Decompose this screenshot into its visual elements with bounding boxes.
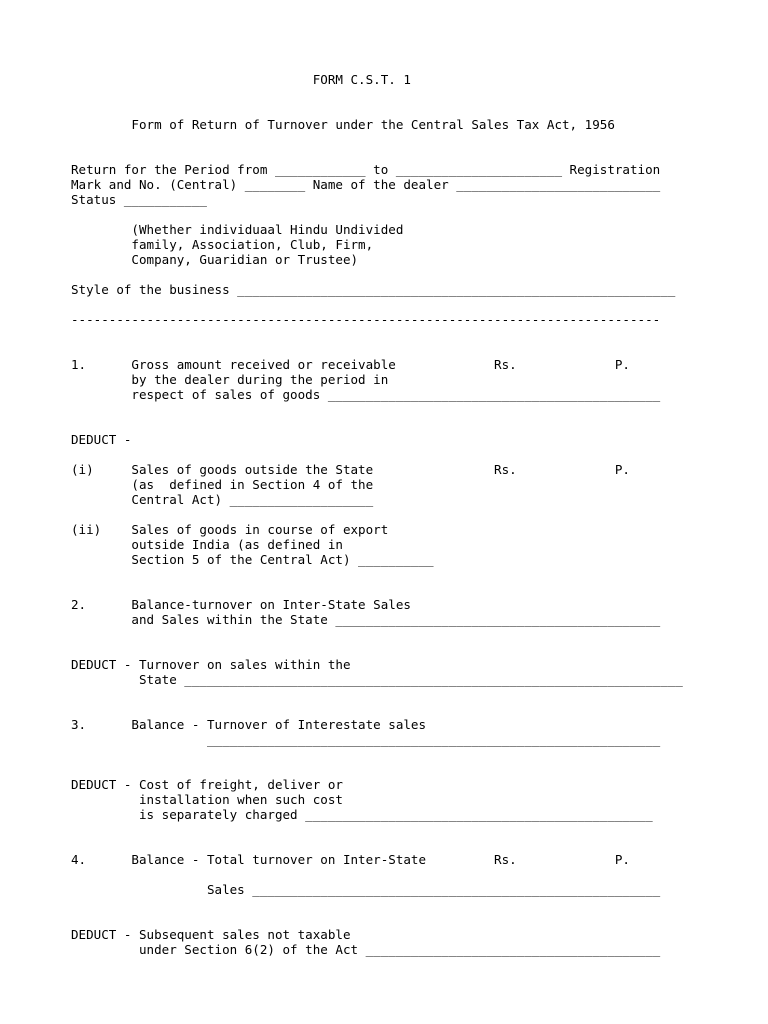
item-ii-line: Section 5 of the Central Act) __________: [71, 552, 434, 567]
item-4-line: Sales ______________________________________________________: [71, 882, 661, 897]
blank-line: [71, 822, 683, 837]
status-note-line: Company, Guaridian or Trustee): [71, 252, 359, 267]
blank-line: [71, 342, 683, 357]
form-document: [71, 72, 683, 957]
separator-line: ------------------------------------------------------------------------------: [71, 312, 661, 327]
blank-line: [71, 102, 683, 117]
form-subtitle: Form of Return of Turnover under the Central Sales Tax Act, 1956: [71, 117, 615, 132]
blank-line: [71, 447, 683, 462]
registration-dealer-line: Mark and No. (Central) ________ Name of the dealer ___________________________: [71, 177, 661, 192]
blank-line: [71, 627, 683, 642]
item-ii-line: (ii) Sales of goods in course of export: [71, 522, 389, 537]
status-note-line: (Whether individuaal Hindu Undivided: [71, 222, 404, 237]
blank-line: [71, 687, 683, 702]
item-1-line: by the dealer during the period in: [71, 372, 389, 387]
blank-line: [71, 132, 683, 147]
blank-line: [71, 762, 683, 777]
blank-line: [71, 582, 683, 597]
item-ii-line: outside India (as defined in: [71, 537, 343, 552]
return-period-line: Return for the Period from ____________ to ______________________ Registration: [71, 162, 661, 177]
blank-line: [71, 867, 683, 882]
blank-line: [71, 297, 683, 312]
status-note-line: family, Association, Club, Firm,: [71, 237, 374, 252]
deduct-within-state-line: State __________________________________________________________________: [71, 672, 683, 687]
item-3-line: 3. Balance - Turnover of Interestate sales: [71, 717, 427, 732]
blank-line: [71, 837, 683, 852]
deduct-freight-line: installation when such cost: [71, 792, 343, 807]
item-i-line: Central Act) ___________________: [71, 492, 374, 507]
blank-line: [71, 267, 683, 282]
item-4-line: 4. Balance - Total turnover on Inter-State Rs. P.: [71, 852, 630, 867]
status-line: Status ___________: [71, 192, 207, 207]
item-i-line: (as defined in Section 4 of the: [71, 477, 374, 492]
blank-line: [71, 147, 683, 162]
blank-line: [71, 912, 683, 927]
deduct-within-state-line: DEDUCT - Turnover on sales within the: [71, 657, 351, 672]
blank-line: [71, 747, 683, 762]
deduct-subsequent-line: DEDUCT - Subsequent sales not taxable: [71, 927, 351, 942]
blank-line: [71, 642, 683, 657]
business-style-line: Style of the business __________________________________________________________: [71, 282, 676, 297]
form-title: FORM C.S.T. 1: [71, 72, 411, 87]
item-2-line: and Sales within the State ___________________________________________: [71, 612, 661, 627]
blank-line: [71, 207, 683, 222]
deduct-freight-line: DEDUCT - Cost of freight, deliver or: [71, 777, 343, 792]
deduct-heading: DEDUCT -: [71, 432, 132, 447]
item-1-line: respect of sales of goods ____________________________________________: [71, 387, 661, 402]
item-2-line: 2. Balance-turnover on Inter-State Sales: [71, 597, 411, 612]
blank-line: [71, 507, 683, 522]
item-3-line: ____________________________________________________________: [71, 732, 661, 747]
deduct-subsequent-line: under Section 6(2) of the Act _______________________________________: [71, 942, 661, 957]
item-1-line: 1. Gross amount received or receivable Rs. P.: [71, 357, 630, 372]
blank-line: [71, 702, 683, 717]
item-i-line: (i) Sales of goods outside the State Rs. P.: [71, 462, 630, 477]
blank-line: [71, 402, 683, 417]
blank-line: [71, 567, 683, 582]
deduct-freight-line: is separately charged ______________________________________________: [71, 807, 653, 822]
blank-line: [71, 417, 683, 432]
blank-line: [71, 327, 683, 342]
blank-line: [71, 897, 683, 912]
blank-line: [71, 87, 683, 102]
